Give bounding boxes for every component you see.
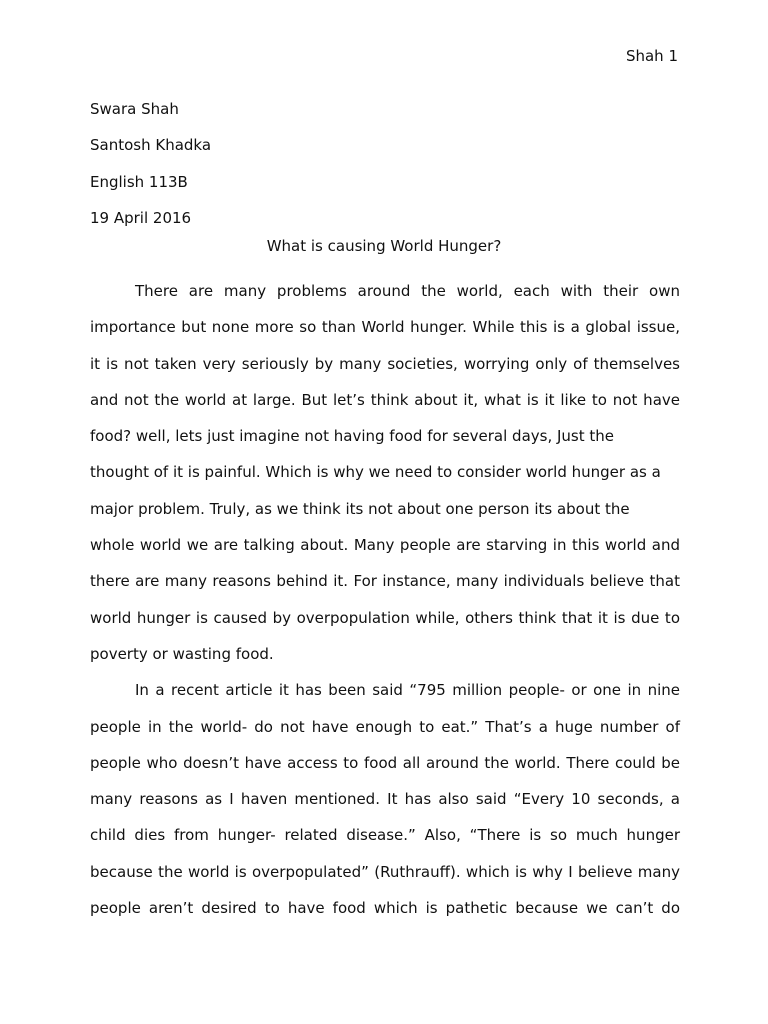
- text-line: food? well, lets just imagine not having food for several days, Just the: [90, 427, 615, 446]
- text-line: there are many reasons behind it. For instance, many individuals believe that: [90, 572, 680, 591]
- paragraph-1: [90, 273, 680, 672]
- text-line: poverty or wasting food.: [90, 644, 274, 663]
- text-line: major problem. Truly, as we think its not about one person its about the: [90, 499, 630, 518]
- text-line: it is not taken very seriously by many societies, worrying only of themselves: [90, 354, 680, 373]
- text-line: because the world is overpopulated” (Ruthrauff). which is why I believe many: [90, 862, 680, 881]
- course-name: English 113B: [90, 172, 188, 191]
- date: 19 April 2016: [90, 208, 192, 227]
- essay-title: What is causing World Hunger?: [266, 237, 502, 255]
- text-line: importance but none more so than World hunger. While this is a global issue,: [90, 318, 680, 337]
- text-line: many reasons as I haven mentioned. It has also said “Every 10 seconds, a: [90, 790, 680, 809]
- instructor-name: Santosh Khadka: [90, 136, 212, 155]
- text-line: There are many problems around the world, each with their own: [135, 282, 680, 300]
- running-head: Shah 1: [625, 47, 678, 65]
- text-line: thought of it is painful. Which is why we need to consider world hunger as a: [90, 463, 661, 482]
- text-line: people in the world- do not have enough to eat.” That’s a huge number of: [90, 717, 680, 736]
- text-line: child dies from hunger- related disease.” Also, “There is so much hunger: [90, 826, 680, 845]
- essay-body: [90, 273, 680, 926]
- paragraph-2: [90, 672, 680, 926]
- text-line: people aren’t desired to have food which is pathetic because we can’t do: [90, 899, 680, 918]
- mla-heading: [90, 91, 211, 236]
- text-line: In a recent article it has been said “795 million people- or one in nine: [135, 681, 680, 700]
- text-line: and not the world at large. But let’s think about it, what is it like to not have: [90, 390, 680, 409]
- text-line: whole world we are talking about. Many people are starving in this world and: [90, 536, 680, 555]
- text-line: world hunger is caused by overpopulation while, others think that it is due to: [90, 608, 680, 627]
- text-line: people who doesn’t have access to food all around the world. There could be: [90, 753, 680, 772]
- student-name: Swara Shah: [90, 100, 179, 118]
